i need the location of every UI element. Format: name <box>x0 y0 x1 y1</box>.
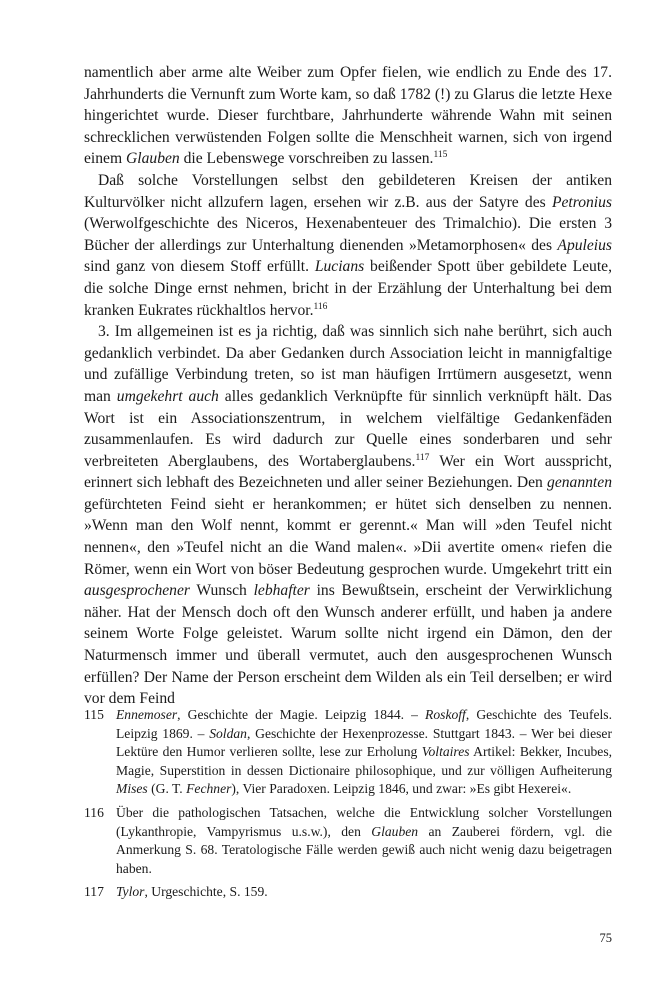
text-run: Daß solche Vorstellungen selbst den gebildeteren Kreisen der antiken Kulturvölker nicht allzufern lagen, ersehen wir z.B. aus der Satyre des <box>84 171 612 211</box>
footnote <box>84 706 612 799</box>
text-run: beißender Spott über gebildete Leute, die solche Dinge ernst nehmen, bricht in der Erzählung der Unterhaltung bei dem kranken Eukrates rückhaltlos hervor. <box>84 258 612 319</box>
text-run: Wunsch <box>189 582 254 600</box>
emphasis-text: Lucians <box>314 258 365 276</box>
emphasis-text: Apuleius <box>557 236 612 254</box>
text-run: , Geschichte des Teufels. Leipzig 1869. – <box>116 707 612 741</box>
text-run: (Werwolfgeschichte des Niceros, Hexenabenteuer des Trimalchio). Die ersten 3 Bücher der allerdings zur Unterhaltung dienenden »Metamorphosen« des <box>84 215 612 254</box>
text-run: namentlich aber arme alte Weiber zum Opfer fielen, wie endlich zu Ende des 17. Jahrhunderts die Vernunft zum Worte kam, so daß 1782 (!) zu Glarus die letzte Hexe hingerichtet wurde. Dieser furchtbare, Jahrhunderte währende Wahn mit seinen schrecklichen verwüstenden Folgen sollte die Menschheit warnen, sich von irgend einem <box>84 64 612 168</box>
text-run: die Lebenswege vorschreiben zu lassen. <box>179 150 434 168</box>
emphasis-text: Petronius <box>551 193 612 211</box>
text-run: alles gedanklich Verknüpfte für sinnlich verknüpft hält. Das Wort ist ein Associationszentrum, in welchem vielfältige Gedankenfäden zusammenlaufen. Es wird dadurch zur Quelle eines sonderbaren und sehr verbreiteten Aberglaubens, des Wortaberglaubens. <box>84 387 612 470</box>
footnote-number: 116 <box>84 804 104 820</box>
emphasis-text: Mises <box>116 781 148 797</box>
main-text <box>84 62 612 710</box>
text-run: ins Bewußtsein, erscheint der Verwirklichung näher. Hat der Mensch doch oft den Wunsch anderer erfüllt, und haben ja andere seinem Worte Folge geleistet. Warum sollte nicht irgend ein Dämon, den der Naturmensch immer und überall vermutet, auch den ausgesprochenen Wunsch erfüllen? Der Name der Person erscheint dem Wilden als ein Teil derselben; er wird vor dem Feind <box>84 582 612 708</box>
emphasis-text: Tylor <box>116 884 145 900</box>
text-run: ), Vier Paradoxen. Leipzig 1846, und zwar: »Es gibt Hexerei«. <box>231 781 572 797</box>
footnote-ref: 117 <box>415 452 430 463</box>
footnote <box>84 804 612 878</box>
paragraph <box>84 170 612 321</box>
emphasis-text: genannten <box>547 474 612 492</box>
text-run: , Urgeschichte, S. 159. <box>144 884 268 900</box>
footnote-text <box>116 706 612 799</box>
footnotes <box>84 706 612 907</box>
text-run: Wer ein Wort ausspricht, erinnert sich lebhaft des Bezeichneten und aller seiner Beziehungen. Den <box>84 452 612 492</box>
text-run: (G. T. <box>147 781 187 797</box>
paragraph <box>84 321 612 710</box>
emphasis-text: Glauben <box>126 150 180 168</box>
emphasis-text: umgekehrt auch <box>116 387 219 405</box>
text-run: Über die pathologischen Tatsachen, welche die Entwicklung solcher Vorstellungen (Lykanthropie, Vampyrismus u.s.w.), den <box>116 804 612 839</box>
footnote-number: 117 <box>84 884 104 900</box>
footnote-text <box>116 883 612 902</box>
paragraph <box>84 62 612 170</box>
footnote <box>84 883 612 902</box>
footnote-number: 115 <box>84 707 104 722</box>
emphasis-text: Roskoff <box>425 707 466 722</box>
emphasis-text: Fechner <box>186 781 232 797</box>
emphasis-text: Soldan <box>209 725 247 741</box>
emphasis-text: Voltaires <box>421 744 470 760</box>
emphasis-text: Glauben <box>371 823 419 839</box>
text-run: Artikel: Bekker, Incubes, Magie, Superstition in dessen Dictionaire philosophique, und zur völligen Aufheiterung <box>116 744 613 778</box>
text-run: , Geschichte der Magie. Leipzig 1844. – <box>177 707 426 722</box>
footnote-ref: 116 <box>313 301 328 312</box>
text-run: sind ganz von diesem Stoff erfüllt. <box>84 258 315 276</box>
emphasis-text: lebhafter <box>253 582 310 600</box>
footnote-text <box>116 804 612 878</box>
text-run: , Geschichte der Hexenprozesse. Stuttgart 1843. – Wer bei dieser Lektüre den Humor verlieren sollte, lese zur Erholung <box>116 725 612 760</box>
footnote-ref: 115 <box>433 150 448 161</box>
text-run: 3. Im allgemeinen ist es ja richtig, daß was sinnlich sich nahe berührt, sich auch gedanklich verbindet. Da aber Gedanken durch Association leicht in mannigfaltige und zufällige Verbindung treten, so ist man häufigen Irrtümern ausgesetzt, wenn man <box>84 323 612 405</box>
emphasis-text: Ennemoser <box>116 707 178 722</box>
page-number: 75 <box>599 931 612 945</box>
text-run: an Zauberei fördern, vgl. die Anmerkung S. 68. Teratologische Fälle werden gewiß auch nicht wenig dazu beigetragen haben. <box>116 823 612 876</box>
emphasis-text: ausgesprochener <box>84 582 190 600</box>
text-run: gefürchteten Feind sieht er herankommen; er hütet sich denselben zu nennen. »Wenn man den Wolf nennt, kommt er gerennt.« Man will »den Teufel nicht nennen«, den »Teufel nicht an die Wand malen«. »Dii avertite omen« riefen die Römer, wenn ein Wort von böser Bedeutung gesprochen wurde. Umgekehrt tritt ein <box>84 495 612 578</box>
